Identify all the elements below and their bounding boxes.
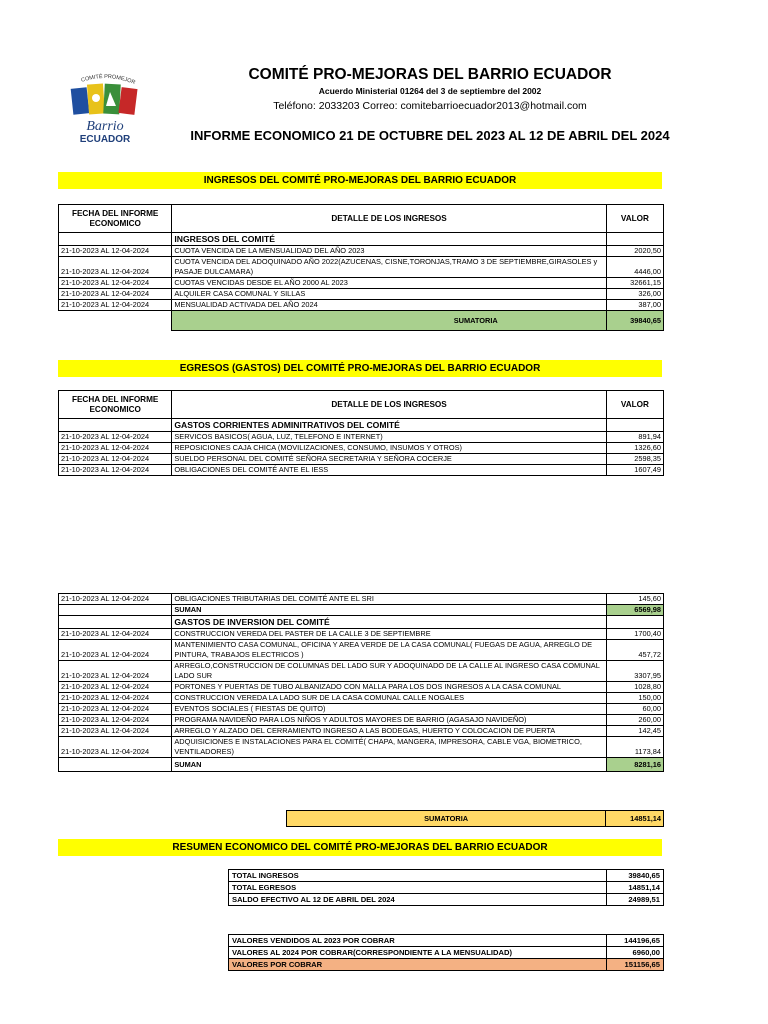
detalle-cell: ARREGLO Y ALZADO DEL CERRAMIENTO INGRESO A LAS BODEGAS, HUERTO Y COLOCACION DE PUERTA [172,726,606,737]
egresos-band: EGRESOS (GASTOS) DEL COMITÉ PRO-MEJORAS DEL BARRIO ECUADOR [58,360,662,377]
cobrar-value: 6960,00 [607,947,664,959]
svg-text:Barrio: Barrio [86,119,124,134]
detalle-cell: CUOTA VENCIDA DE LA MENSUALIDAD DEL AÑO 2023 [172,246,606,257]
resumen-value: 24989,51 [607,894,664,906]
detalle-cell: CUOTAS VENCIDAS DESDE EL AÑO 2000 AL 2023 [172,278,606,289]
table-row [59,682,664,693]
valor-cell: 145,60 [606,594,663,605]
valor-cell: 60,00 [606,704,663,715]
ingresos-sum-label: SUMATORIA [172,311,606,331]
empty-cell [59,311,172,331]
valor-cell: 1173,84 [606,737,663,758]
fecha-cell: 21-10-2023 AL 12-04-2024 [59,682,172,693]
svg-text:ECUADOR: ECUADOR [79,134,131,145]
acuerdo-ministerial: Acuerdo Ministerial 01264 del 3 de septiembre del 2002 [318,86,542,96]
detalle-cell: OBLIGACIONES TRIBUTARIAS DEL COMITÉ ANTE EL SRI [172,594,606,605]
cobrar-table [228,934,664,971]
valor-cell: 457,72 [606,640,663,661]
empty-cell [606,616,663,629]
table-row [59,661,664,682]
resumen-label: TOTAL EGRESOS [229,882,607,894]
col-valor-header: VALOR [606,391,663,419]
fecha-cell: 21-10-2023 AL 12-04-2024 [59,246,172,257]
detalle-cell: SUELDO PERSONAL DEL COMITÉ SEÑORA SECRETARIA Y SEÑORA COCERJE [172,454,606,465]
valor-cell: 1028,80 [606,682,663,693]
table-row [59,465,664,476]
svg-text:COMITÉ PROMEJORAS: COMITÉ PROMEJOR [80,73,137,87]
table-row [59,629,664,640]
fecha-cell: 21-10-2023 AL 12-04-2024 [59,465,172,476]
empty-cell [606,233,663,246]
cobrar-value: 144196,65 [607,935,664,947]
detalle-cell: MANTENIMIENTO CASA COMUNAL, OFICINA Y AREA VERDE DE LA CASA COMUNAL( FUEGAS DE AGUA, ARREGLO DE PINTURA, TRABAJOS ELECTRICOS ) [172,640,606,661]
fecha-cell: 21-10-2023 AL 12-04-2024 [59,693,172,704]
ingresos-table [58,204,664,331]
egresos-table [58,390,664,476]
resumen-value: 14851,14 [607,882,664,894]
col-fecha-header: FECHA DEL INFORME ECONOMICO [59,391,172,419]
table-row [59,432,664,443]
table-row [59,715,664,726]
detalle-cell: CUOTA VENCIDA DEL ADOQUINADO AÑO 2022(AZUCENAS, CISNE,TORONJAS,TRAMO 3 DE SEPTIEMBRE,GIRASOLES y PASAJE DULCAMARA) [172,257,606,278]
table-row [59,278,664,289]
empty-cell [59,605,172,616]
valor-cell: 387,00 [606,300,663,311]
fecha-cell: 21-10-2023 AL 12-04-2024 [59,300,172,311]
cobrar-label: VALORES AL 2024 POR COBRAR(CORRESPONDIENTE A LA MENSUALIDAD) [229,947,607,959]
table-row [59,454,664,465]
valor-cell: 2598,35 [606,454,663,465]
egresos-sum-label: SUMATORIA [287,811,606,827]
fecha-cell: 21-10-2023 AL 12-04-2024 [59,432,172,443]
valor-cell: 260,00 [606,715,663,726]
table-row [59,246,664,257]
table-row [229,959,664,971]
fecha-cell: 21-10-2023 AL 12-04-2024 [59,726,172,737]
detalle-cell: ARREGLO,CONSTRUCCION DE COLUMNAS DEL LADO SUR Y ADOQUINADO DE LA CALLE AL INGRESO CASA COMUNAL LADO SUR [172,661,606,682]
suman-label: SUMAN [172,758,606,772]
fecha-cell: 21-10-2023 AL 12-04-2024 [59,737,172,758]
table-row [59,300,664,311]
resumen-band: RESUMEN ECONOMICO DEL COMITÉ PRO-MEJORAS DEL BARRIO ECUADOR [58,839,662,856]
detalle-cell: ALQUILER CASA COMUNAL Y SILLAS [172,289,606,300]
section-title: GASTOS DE INVERSION DEL COMITÉ [172,616,606,629]
detalle-cell: OBLIGACIONES DEL COMITÉ ANTE EL IESS [172,465,606,476]
valor-cell: 3307,95 [606,661,663,682]
table-row [229,935,664,947]
table-row [59,443,664,454]
valor-cell: 32661,15 [606,278,663,289]
cobrar-total-label: VALORES POR COBRAR [229,959,607,971]
detalle-cell: PORTONES Y PUERTAS DE TUBO ALBANIZADO CON MALLA PARA LOS DOS INGRESOS A LA CASA COMUNAL [172,682,606,693]
org-title: COMITÉ PRO-MEJORAS DEL BARRIO ECUADOR [248,66,612,83]
detalle-cell: CONSTRUCCION VEREDA LA LADO SUR DE LA CASA COMUNAL CALLE NOGALES [172,693,606,704]
contact-info: Teléfono: 2033203 Correo: comitebarrioecuador2013@hotmail.com [273,100,587,112]
table-row [59,693,664,704]
egresos-table-continued [58,593,664,772]
resumen-label: TOTAL INGRESOS [229,870,607,882]
empty-cell [59,233,172,246]
table-row [59,594,664,605]
logo [66,70,144,148]
table-row [229,894,664,906]
egresos-sum-value: 14851,14 [606,811,664,827]
fecha-cell: 21-10-2023 AL 12-04-2024 [59,629,172,640]
suman-value: 8281,16 [606,758,663,772]
valor-cell: 142,45 [606,726,663,737]
fecha-cell: 21-10-2023 AL 12-04-2024 [59,443,172,454]
fecha-cell: 21-10-2023 AL 12-04-2024 [59,715,172,726]
table-row [59,640,664,661]
col-detalle-header: DETALLE DE LOS INGRESOS [172,391,606,419]
detalle-cell: CONSTRUCCION VEREDA DEL PASTER DE LA CALLE 3 DE SEPTIEMBRE [172,629,606,640]
resumen-table [228,869,664,906]
report-title: INFORME ECONOMICO 21 DE OCTUBRE DEL 2023 AL 12 DE ABRIL DEL 2024 [190,128,670,143]
valor-cell: 4446,00 [606,257,663,278]
table-row [59,737,664,758]
cobrar-label: VALORES VENDIDOS AL 2023 POR COBRAR [229,935,607,947]
suman-value: 6569,98 [606,605,663,616]
valor-cell: 1700,40 [606,629,663,640]
resumen-value: 39840,65 [607,870,664,882]
empty-cell [59,419,172,432]
section-title: GASTOS CORRIENTES ADMINITRATIVOS DEL COMITÉ [172,419,606,432]
fecha-cell: 21-10-2023 AL 12-04-2024 [59,594,172,605]
table-row [229,870,664,882]
col-valor-header: VALOR [606,205,663,233]
valor-cell: 326,00 [606,289,663,300]
detalle-cell: MENSUALIDAD ACTIVADA DEL AÑO 2024 [172,300,606,311]
empty-cell [606,419,663,432]
cobrar-total-value: 151156,65 [607,959,664,971]
section-title: INGRESOS DEL COMITÉ [172,233,606,246]
suman-label: SUMAN [172,605,606,616]
fecha-cell: 21-10-2023 AL 12-04-2024 [59,454,172,465]
fecha-cell: 21-10-2023 AL 12-04-2024 [59,661,172,682]
detalle-cell: ADQUISICIONES E INSTALACIONES PARA EL COMITÉ( CHAPA, MANGERA, IMPRESORA, CABLE VGA, BIOMETRICO, VENTILADORES) [172,737,606,758]
fecha-cell: 21-10-2023 AL 12-04-2024 [59,278,172,289]
fecha-cell: 21-10-2023 AL 12-04-2024 [59,257,172,278]
valor-cell: 1326,60 [606,443,663,454]
egresos-sumatoria [286,810,664,827]
detalle-cell: REPOSICIONES CAJA CHICA (MOVILIZACIONES, CONSUMO, INSUMOS Y OTROS) [172,443,606,454]
valor-cell: 2020,50 [606,246,663,257]
table-row [59,726,664,737]
detalle-cell: EVENTOS SOCIALES ( FIESTAS DE QUITO) [172,704,606,715]
table-row [229,882,664,894]
empty-cell [59,758,172,772]
detalle-cell: SERVICOS BASICOS( AGUA, LUZ, TELEFONO E INTERNET) [172,432,606,443]
fecha-cell: 21-10-2023 AL 12-04-2024 [59,289,172,300]
table-row [59,257,664,278]
valor-cell: 891,94 [606,432,663,443]
resumen-label: SALDO EFECTIVO AL 12 DE ABRIL DEL 2024 [229,894,607,906]
valor-cell: 150,00 [606,693,663,704]
col-detalle-header: DETALLE DE LOS INGRESOS [172,205,606,233]
ingresos-sum-value: 39840,65 [606,311,663,331]
table-row [59,704,664,715]
table-row [229,947,664,959]
empty-cell [59,616,172,629]
fecha-cell: 21-10-2023 AL 12-04-2024 [59,640,172,661]
detalle-cell: PROGRAMA NAVIDEÑO PARA LOS NIÑOS Y ADULTOS MAYORES DE BARRIO (AGASAJO NAVIDEÑO) [172,715,606,726]
table-row [59,289,664,300]
ingresos-band: INGRESOS DEL COMITÉ PRO-MEJORAS DEL BARRIO ECUADOR [58,172,662,189]
valor-cell: 1607,49 [606,465,663,476]
fecha-cell: 21-10-2023 AL 12-04-2024 [59,704,172,715]
col-fecha-header: FECHA DEL INFORME ECONOMICO [59,205,172,233]
